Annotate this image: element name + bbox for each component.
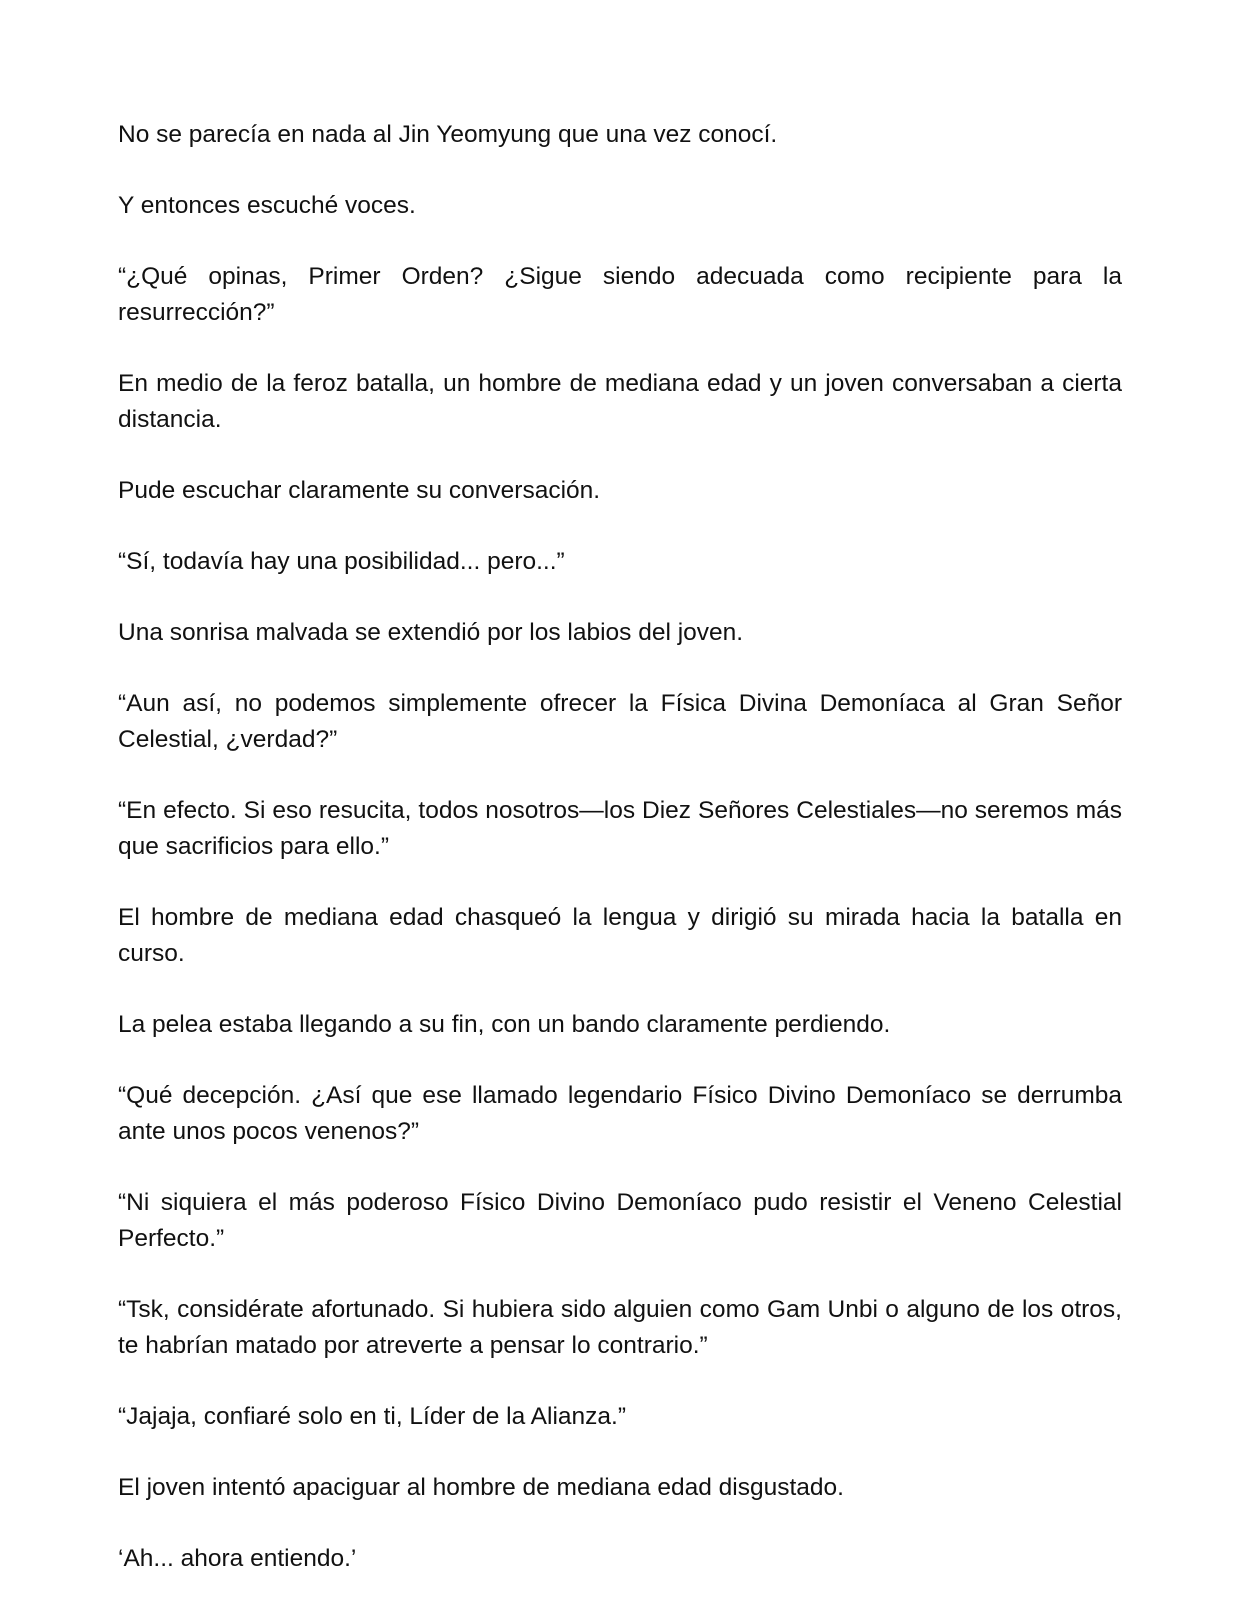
paragraph: Y entonces escuché voces.	[118, 192, 416, 219]
paragraph: El joven intentó apaciguar al hombre de mediana edad disgustado.	[118, 1474, 844, 1501]
paragraph: La pelea estaba llegando a su fin, con un bando claramente perdiendo.	[118, 1011, 891, 1038]
paragraph: “En efecto. Si eso resucita, todos nosotros—los Diez Señores Celestiales—no seremos más que sacrificios para ello.”	[118, 797, 1122, 860]
paragraph: “Jajaja, confiaré solo en ti, Líder de la Alianza.”	[118, 1403, 626, 1430]
paragraph: “Sí, todavía hay una posibilidad... pero...”	[118, 548, 565, 575]
paragraph: Pude escuchar claramente su conversación.	[118, 477, 601, 504]
paragraph: En medio de la feroz batalla, un hombre de mediana edad y un joven conversaban a cierta distancia.	[118, 370, 1122, 433]
paragraph: “Qué decepción. ¿Así que ese llamado legendario Físico Divino Demoníaco se derrumba ante unos pocos venenos?”	[118, 1082, 1122, 1145]
paragraph: Una sonrisa malvada se extendió por los labios del joven.	[118, 619, 744, 646]
paragraph: El hombre de mediana edad chasqueó la lengua y dirigió su mirada hacia la batalla en curso.	[118, 904, 1122, 967]
paragraph: ‘Ah... ahora entiendo.’	[118, 1545, 357, 1572]
paragraph: “Tsk, considérate afortunado. Si hubiera sido alguien como Gam Unbi o alguno de los otros, te habrían matado por atreverte a pensar lo contrario.”	[118, 1296, 1122, 1359]
paragraph: “¿Qué opinas, Primer Orden? ¿Sigue siendo adecuada como recipiente para la resurrección?”	[118, 263, 1122, 326]
paragraph: “Aun así, no podemos simplemente ofrecer la Física Divina Demoníaca al Gran Señor Celestial, ¿verdad?”	[118, 690, 1122, 753]
document-body	[118, 117, 1122, 1612]
paragraph: “Ni siquiera el más poderoso Físico Divino Demoníaco pudo resistir el Veneno Celestial Perfecto.”	[118, 1189, 1122, 1252]
paragraph: No se parecía en nada al Jin Yeomyung que una vez conocí.	[118, 121, 778, 148]
